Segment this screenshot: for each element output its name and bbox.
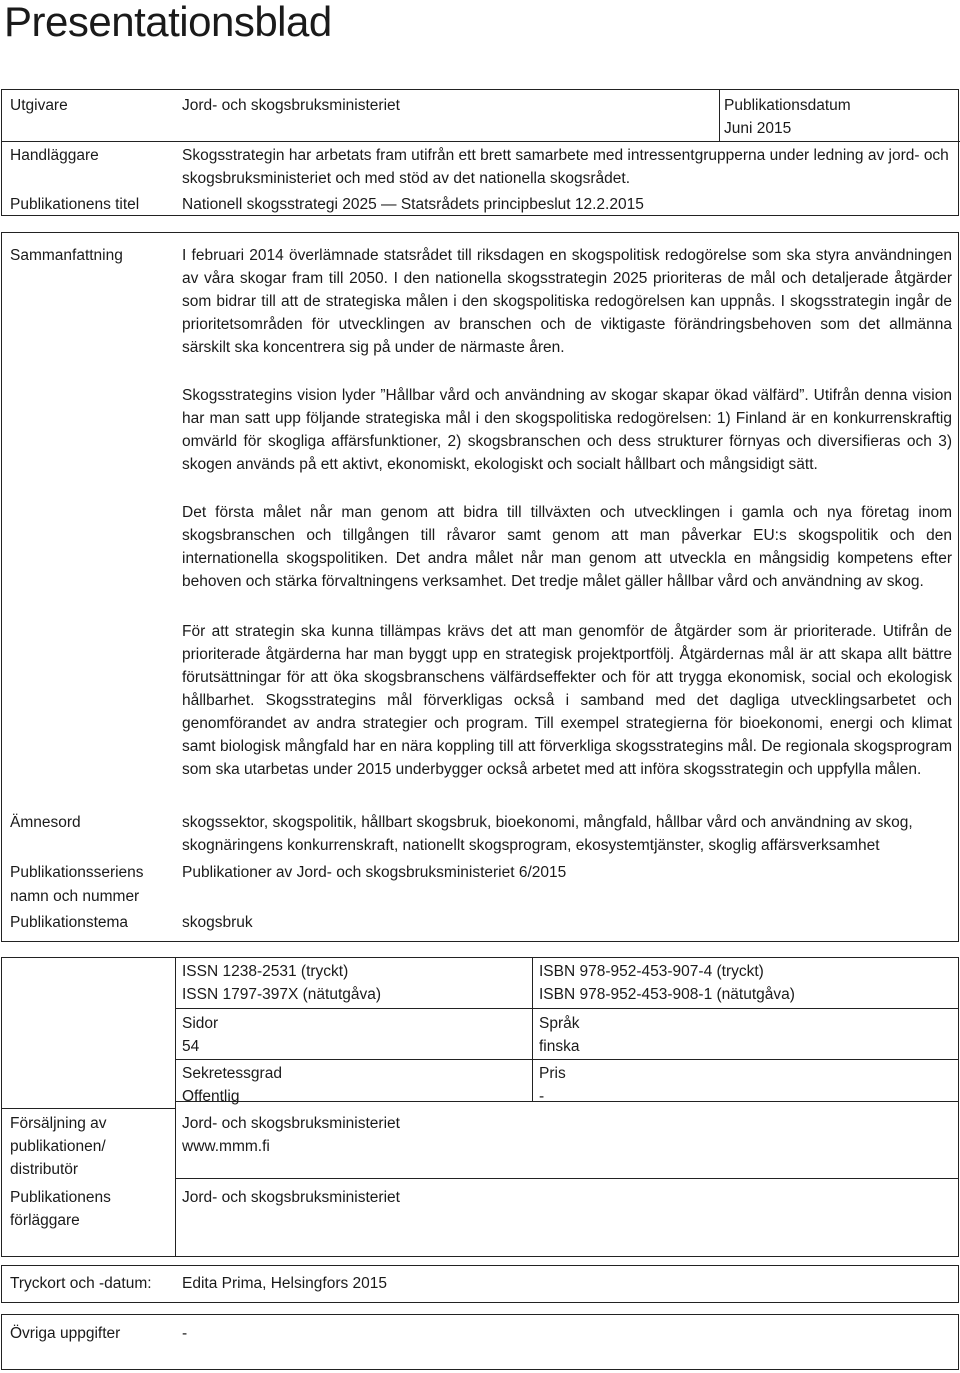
handlaggare-line2: skogsbruksministeriet och med stöd av det nationella skogsrådet. bbox=[182, 170, 631, 187]
sprak-value: finska bbox=[539, 1038, 580, 1055]
pubtitel-value: Nationell skogsstrategi 2025 — Statsrådets principbeslut 12.2.2015 bbox=[182, 196, 644, 213]
tema-label: Publikationstema bbox=[10, 914, 129, 931]
handlaggare-label: Handläggare bbox=[10, 147, 99, 164]
summary-paragraph-4: För att strategin ska kunna tillämpas krävs det att man genomför de åtgärder som är prioriterade. Utifrån de prioriterade åtgärderna har man byggt upp en strategisk projektportfölj. Åtgärdernas mål är att skapa allt bättre förutsättningar för att öka skogsbranschens välfärdseffekter och för att trygga ekonomisk, social och ekologisk hållbarhet. Skogsstrategins mål förverkligas också i samband med det dagliga utvecklingsarbetet och genomförandet av andra strategier och program. Till exempel strategierna för bioekonomi, energi och klimat samt biologisk mångfald har en nära koppling till att förverkliga skogsstrategins mål. De regionala skogsprogram som ska utarbetas under 2015 underbygger också arbetet med att införa skogsstrategin och uppfylla målen. bbox=[182, 623, 952, 778]
forsaljning-label-1: Försäljning av bbox=[10, 1115, 107, 1132]
sprak-label: Språk bbox=[539, 1015, 580, 1032]
pris-label: Pris bbox=[539, 1065, 566, 1082]
isbn-online: ISBN 978-952-453-908-1 (nätutgåva) bbox=[539, 986, 795, 1003]
pubtitel-label: Publikationens titel bbox=[10, 196, 140, 213]
tryckort-value: Edita Prima, Helsingfors 2015 bbox=[182, 1275, 388, 1292]
details-left-divider bbox=[175, 958, 176, 1256]
pris-value: - bbox=[539, 1088, 545, 1105]
date-divider bbox=[719, 90, 720, 141]
date-label: Publikationsdatum bbox=[724, 97, 851, 114]
other-box bbox=[1, 1314, 959, 1370]
summary-paragraph-3: Det första målet når man genom att bidra till tillväxten och utvecklingen i gamla och nya företag inom skogsbranschen och tillgången till råvaror samt genom att man påverkar EU:s skogspolitik och den internationella skogspolitiken. Det andra målet når man genom att utveckla en mångsidig kompetens efter behoven och stärka förvaltningens verksamhet. Det tredje målet gäller hållbar vård och användning av skog. bbox=[182, 504, 952, 590]
forsaljning-label-3: distributör bbox=[10, 1161, 79, 1178]
details-hr-3 bbox=[175, 1101, 958, 1102]
box1-divider bbox=[2, 141, 960, 142]
summary-box bbox=[1, 232, 959, 942]
page-title: Presentationsblad bbox=[4, 0, 332, 45]
tema-value: skogsbruk bbox=[182, 914, 253, 931]
sammanfattning-label: Sammanfattning bbox=[10, 247, 123, 264]
details-hr-1 bbox=[175, 1008, 958, 1009]
serie-label-1: Publikationsseriens bbox=[10, 864, 144, 881]
ovriga-value: - bbox=[182, 1325, 188, 1342]
date-value: Juni 2015 bbox=[724, 120, 792, 137]
forsaljning-label-2: publikationen/ bbox=[10, 1138, 106, 1155]
issn-printed: ISSN 1238-2531 (tryckt) bbox=[182, 963, 349, 980]
details-hr-left bbox=[2, 1108, 175, 1109]
ovriga-label: Övriga uppgifter bbox=[10, 1325, 121, 1342]
details-hr-4 bbox=[175, 1178, 958, 1179]
forlaggare-label-1: Publikationens bbox=[10, 1189, 111, 1206]
forsaljning-value-2[interactable]: www.mmm.fi bbox=[182, 1138, 270, 1155]
details-box bbox=[1, 957, 959, 1257]
serie-label-2: namn och nummer bbox=[10, 888, 140, 905]
details-hr-2 bbox=[175, 1059, 958, 1060]
details-mid-divider bbox=[532, 958, 533, 1101]
sidor-value: 54 bbox=[182, 1038, 200, 1055]
forsaljning-value-1: Jord- och skogsbruksministeriet bbox=[182, 1115, 400, 1132]
sekretess-label: Sekretessgrad bbox=[182, 1065, 282, 1082]
summary-paragraph-1: I februari 2014 överlämnade statsrådet till riksdagen en skogspolitisk redogörelse som ska styra användningen av våra skogar fram till 2050. I den nationella skogsstrategin 2025 prioriteras de mål och detaljerade åtgärder som bidrar till att de strategiska målen i den skogspolitiska redogörelsen kan uppnås. I skogsstrategin ingår de prioritetsområden för utvecklingen av branschen och de viktigaste förändringsbehoven som det allmänna särskilt ska koncentrera sig på under de närmaste åren. bbox=[182, 247, 952, 356]
utgivare-label: Utgivare bbox=[10, 97, 68, 114]
handlaggare-line1: Skogsstrategin har arbetats fram utifrån ett brett samarbete med intressentgrupperna under ledning av jord- och bbox=[182, 147, 949, 164]
publisher-box bbox=[1, 89, 959, 216]
amnesord-label: Ämnesord bbox=[10, 814, 81, 831]
sidor-label: Sidor bbox=[182, 1015, 219, 1032]
serie-value: Publikationer av Jord- och skogsbruksministeriet 6/2015 bbox=[182, 864, 567, 881]
print-box bbox=[1, 1265, 959, 1303]
issn-online: ISSN 1797-397X (nätutgåva) bbox=[182, 986, 382, 1003]
tryckort-label: Tryckort och -datum: bbox=[10, 1275, 152, 1292]
amnesord-line1: skogssektor, skogspolitik, hållbart skogsbruk, bioekonomi, mångfald, hållbar vård och användning av skog, bbox=[182, 814, 913, 831]
forlaggare-label-2: förläggare bbox=[10, 1212, 80, 1229]
isbn-printed: ISBN 978-952-453-907-4 (tryckt) bbox=[539, 963, 764, 980]
forlaggare-value: Jord- och skogsbruksministeriet bbox=[182, 1189, 400, 1206]
summary-paragraph-2: Skogsstrategins vision lyder ”Hållbar vård och användning av skogar skapar ökad välfärd”. Utifrån denna vision har man satt upp följande strategiska mål i den skogspolitiska redogörelsen: 1) Finland är en konkurrenskraftig omvärld för skogliga affärsfunktioner, 2) skogsbranschen och dess strukturer förnyas och diversifieras och 3) skogen används på ett aktivt, ekonomiskt, ekologiskt och socialt hållbart och mångsidigt sätt. bbox=[182, 387, 952, 473]
sekretess-value: Offentlig bbox=[182, 1088, 240, 1105]
amnesord-line2: skognäringens konkurrenskraft, nationellt skogsprogram, ekosystemtjänster, skoglig affärsverksamhet bbox=[182, 837, 880, 854]
utgivare-value: Jord- och skogsbruksministeriet bbox=[182, 97, 400, 114]
